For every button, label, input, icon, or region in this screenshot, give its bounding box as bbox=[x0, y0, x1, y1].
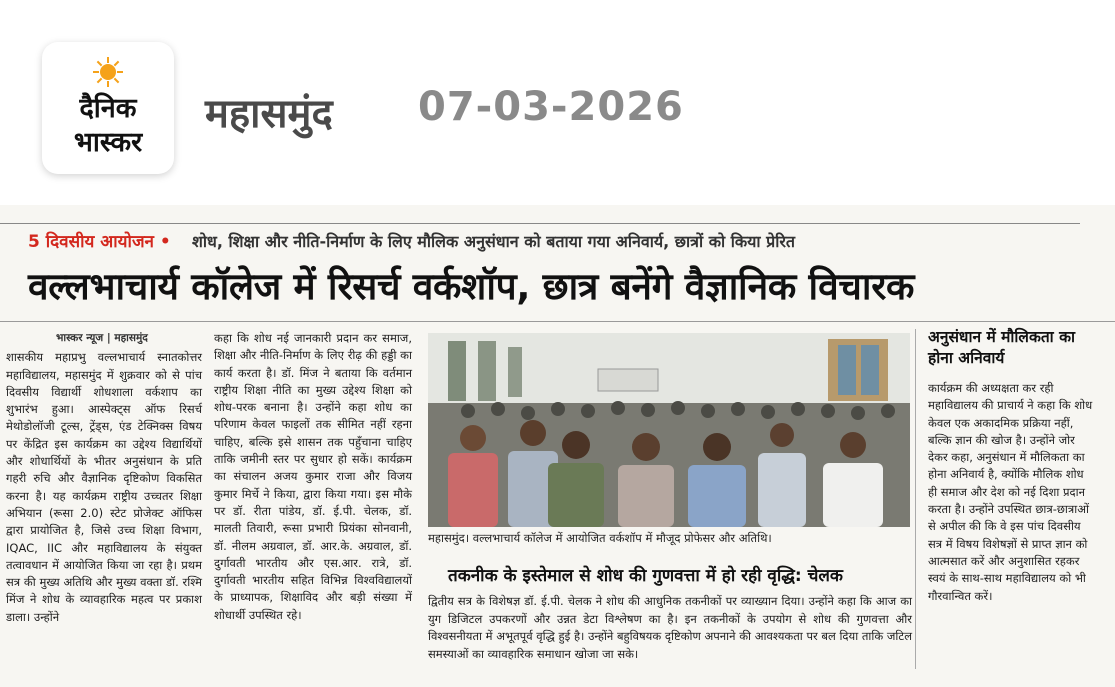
kicker-label: 5 दिवसीय आयोजन • bbox=[28, 232, 171, 252]
byline: भास्कर न्यूज | महासमुंद bbox=[56, 332, 148, 344]
headline-divider bbox=[0, 321, 1115, 322]
newspaper-logo bbox=[42, 42, 174, 174]
sidebar-title: अनुसंधान में मौलिकता का होना अनिवार्य bbox=[928, 328, 1076, 367]
logo-text-line2: भास्कर bbox=[73, 127, 143, 158]
news-clipping bbox=[0, 205, 1115, 687]
audience-illustration bbox=[428, 333, 910, 527]
edition-date: 07-03-2026 bbox=[418, 84, 684, 130]
logo-text-line1: दैनिक bbox=[79, 93, 137, 124]
section-subhead: तकनीक के इस्तेमाल से शोध की गुणवत्ता में हो रही वृद्धि: चेलक bbox=[448, 566, 843, 586]
kicker-subtitle: शोध, शिक्षा और नीति-निर्माण के लिए मौलिक अनुसंधान को बताया गया अनिवार्य, छात्रों को किया प्रेरित bbox=[192, 232, 796, 251]
column-1-text: शासकीय महाप्रभु वल्लभाचार्य स्नातकोत्तर महाविद्यालय, महासमुंद में शुक्रवार को से पांच दिवसीय विद्यार्थी शोधशाला वर्कशाप का शुभारंभ हुआ। आस्पेक्ट्स ऑफ रिसर्च मेथोडोलॉजी टूल्स, ट्रेंड्स, एंड टेक्निक्स विषय पर केंद्रित इस कार्यक्रम का उद्देश्य विद्यार्थियों और शोधार्थियों के भीतर अनुसंधान के प्रति गहरी रुचि और वैज्ञानिक दृष्टिकोण विकसित करना है। यह कार्यक्रम राष्ट्रीय उच्चतर शिक्षा अभियान (रूसा 2.0) स्टेट प्रोजेक्ट ऑफिस द्वारा प्रायोजित है, जिसे उच्च शिक्षा विभाग, IQAC, IIC और महाविद्यालय के संयुक्त तत्वावधान में आयोजित किया जा रहा है। प्रथम सत्र की मुख्य अतिथि और मुख्य वक्ता डॉ. रश्मि मिंज ने शोध के व्यावहारिक महत्व पर प्रकाश डाला। उन्होंने bbox=[6, 350, 202, 624]
sun-icon bbox=[92, 56, 124, 88]
article-column-3: द्वितीय सत्र के विशेषज्ञ डॉ. ई.पी. चेलक ने शोध की आधुनिक तकनीकों पर व्याख्यान दिया। उन्होंने कहा कि आज का युग डिजिटल उपकरणों और उन्नत डेटा विश्लेषण का है। इन तकनीकों के उपयोग से शोध की गुणवत्ता और विश्वसनीयता में अभूतपूर्व वृद्धि हुई है। उन्होंने बहुविषयक दृष्टिकोण अपनाने की आवश्यकता पर बल दिया ताकि जटिल समस्याओं का व्यावहारिक समाधान खोजा जा सके। bbox=[428, 594, 912, 661]
article-column-1 bbox=[6, 330, 202, 626]
article-column-2: कहा कि शोध नई जानकारी प्रदान कर समाज, शिक्षा और नीति-निर्माण के लिए रीढ़ की हड्डी का कार्य करता है। डॉ. मिंज ने बताया कि वर्तमान राष्ट्रीय शिक्षा नीति का मुख्य उद्देश्य शिक्षा को शोध-परक बनाना है। उन्होंने कहा शोध का परिणाम केवल फाइलों तक सीमित नहीं रहना चाहिए, बल्कि इसे शासन तक पहुँचाना चाहिए ताकि जमीनी स्तर पर सुधार हो सकें। कार्यक्रम का संचालन अजय कुमार राजा और विजय कुमार मिर्चे ने किया, द्वारा किया गया। इस मौके पर डॉ. रीता पांडेय, डॉ. ई.पी. चेलक, डॉ. मालती तिवारी, रूसा प्रभारी प्रियंका सोनवानी, डॉ. नीलम अग्रवाल, डॉ. आर.के. अग्रवाल, डॉ. दुर्गावती भारतीय और एस.आर. रात्रे, डॉ. दुर्गावती भारतीय सहित विभिन्न विश्वविद्यालयों के प्राध्यापक, शिक्षाविद और बड़ी संख्या में शोधार्थी उपस्थित रहे। bbox=[214, 331, 412, 622]
photo-caption: महासमुंद। वल्लभाचार्य कॉलेज में आयोजित वर्कशॉप में मौजूद प्रोफेसर और अतिथि। bbox=[428, 531, 772, 545]
edition-city: महासमुंद bbox=[205, 91, 333, 137]
sidebar-body: कार्यक्रम की अध्यक्षता कर रही महाविद्यालय की प्राचार्य ने कहा कि शोध केवल एक अकादमिक प्रक्रिया नहीं, बल्कि ज्ञान की खोज है। उन्होंने जोर देकर कहा, अनुसंधान में मौलिकता का होना अनिवार्य है, क्योंकि मौलिक शोध ही समाज और देश को नई दिशा प्रदान करता है। उन्होंने उपस्थित छात्र-छात्राओं से अपील की कि वे इस पांच दिवसीय सत्र में विषय विशेषज्ञों से प्राप्त ज्ञान को आत्मसात करें और अनुशासित रहकर स्वयं के साथ-साथ महाविद्यालय को भी गौरवान्वित करें। bbox=[928, 381, 1093, 603]
sidebar-divider bbox=[915, 329, 916, 669]
top-divider bbox=[0, 223, 1080, 224]
masthead bbox=[0, 0, 1115, 205]
article-headline: वल्लभाचार्य कॉलेज में रिसर्च वर्कशॉप, छात्र बनेंगे वैज्ञानिक विचारक bbox=[28, 265, 915, 308]
workshop-photo bbox=[428, 333, 910, 527]
